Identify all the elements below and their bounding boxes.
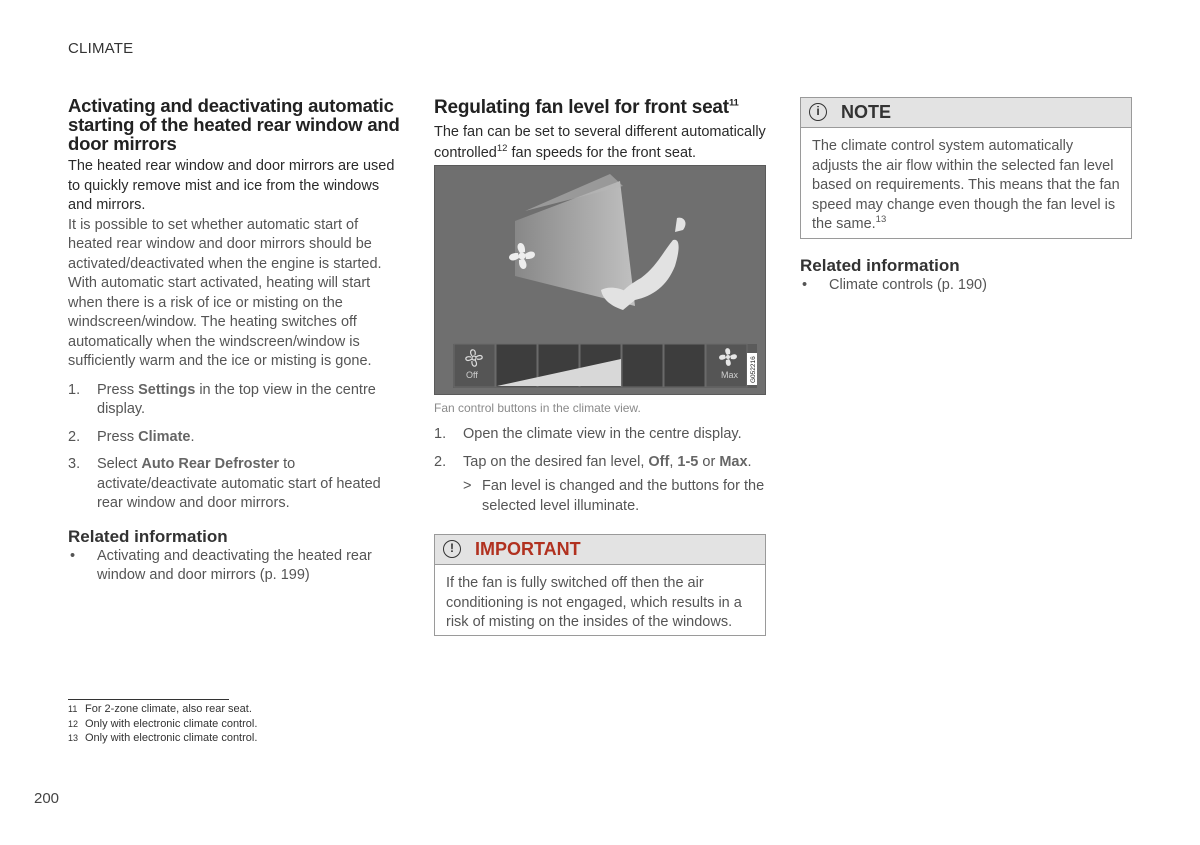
footnote: 12 Only with electronic climate control.: [68, 718, 258, 730]
related-list: [68, 547, 403, 586]
body-paragraph: It is possible to set whether automatic start of heated rear window and door mirrors should be activated/deactivated when the engine is started. With automatic start activated, heating will start when there is a risk of ice or misting on the windscreen/window. The heating switches off automatically when the windscreen/window is sufficiently warm and the ice or misting is gone.: [68, 216, 382, 369]
page-number: 200: [34, 790, 60, 807]
note-text: The climate control system automatically adjusts the air flow within the selected fan level based on requirements. This means that the fan speed may change even though the fan level is the same.$^{13}$: [812, 138, 1120, 232]
important-title: IMPORTANT: [475, 539, 581, 559]
column-middle: [434, 96, 766, 164]
climate-view-illustration: [435, 166, 765, 394]
note-box: [800, 97, 1132, 239]
exclamation-icon: !: [443, 540, 461, 558]
step-item: 2. Press Climate.: [68, 428, 195, 445]
lead-paragraph: The heated rear window and door mirrors are used to quickly remove mist and ice from the windows and mirrors.: [68, 158, 395, 213]
important-header: [435, 535, 765, 565]
note-title: NOTE: [841, 102, 892, 122]
related-list: [800, 276, 1132, 296]
fan-max-label: Max: [721, 370, 739, 380]
steps-list: [68, 381, 403, 514]
figure-caption: Fan control buttons in the climate view.: [434, 401, 641, 415]
footnote: 13 Only with electronic climate control.: [68, 732, 258, 744]
info-icon: i: [809, 103, 827, 121]
important-box: [434, 534, 766, 636]
related-link[interactable]: • Activating and deactivating the heated rear window and door mirrors (p. 199): [70, 547, 372, 583]
step-result: > Fan level is changed and the buttons for the selected level illuminate.: [463, 478, 765, 514]
fan-steps: [434, 425, 766, 516]
related-information-heading: Related information: [68, 526, 228, 546]
note-header: [801, 98, 1131, 128]
step-item: 1. Open the climate view in the centre display.: [434, 426, 742, 442]
footnote-rule: [68, 699, 229, 700]
section-label: CLIMATE: [68, 40, 134, 57]
important-text: If the fan is fully switched off then the air conditioning is not engaged, which results in a risk of misting on the insides of the windows.: [446, 575, 742, 630]
column-left: [68, 96, 403, 586]
fan-intro: The fan can be set to several different automatically controlled$^{12}$ fan speeds for the front seat.: [434, 124, 766, 161]
figure-code: G052216: [750, 356, 757, 383]
fan-off-label: Off: [466, 370, 478, 380]
footnote: 11 For 2-zone climate, also rear seat.: [68, 703, 252, 715]
step-item: 1. Press Settings in the top view in the centre display.: [68, 381, 376, 417]
step-item: 3. Select Auto Rear Defroster to activate/deactivate automatic start of heated rear window and door mirrors.: [68, 456, 381, 511]
step-item: 2. Tap on the desired fan level, Off, 1-5 or Max.: [434, 453, 752, 470]
fan-control-figure: [434, 165, 766, 395]
related-information-heading: Related information: [800, 256, 960, 275]
heading-fan-level: Regulating fan level for front seat$^{11}$: [434, 97, 739, 118]
related-link[interactable]: • Climate controls (p. 190): [802, 277, 987, 293]
heading-auto-rear-defroster: Activating and deactivating automatic starting of the heated rear window and door mirrors: [68, 95, 400, 154]
related-information-right: [800, 256, 1132, 296]
